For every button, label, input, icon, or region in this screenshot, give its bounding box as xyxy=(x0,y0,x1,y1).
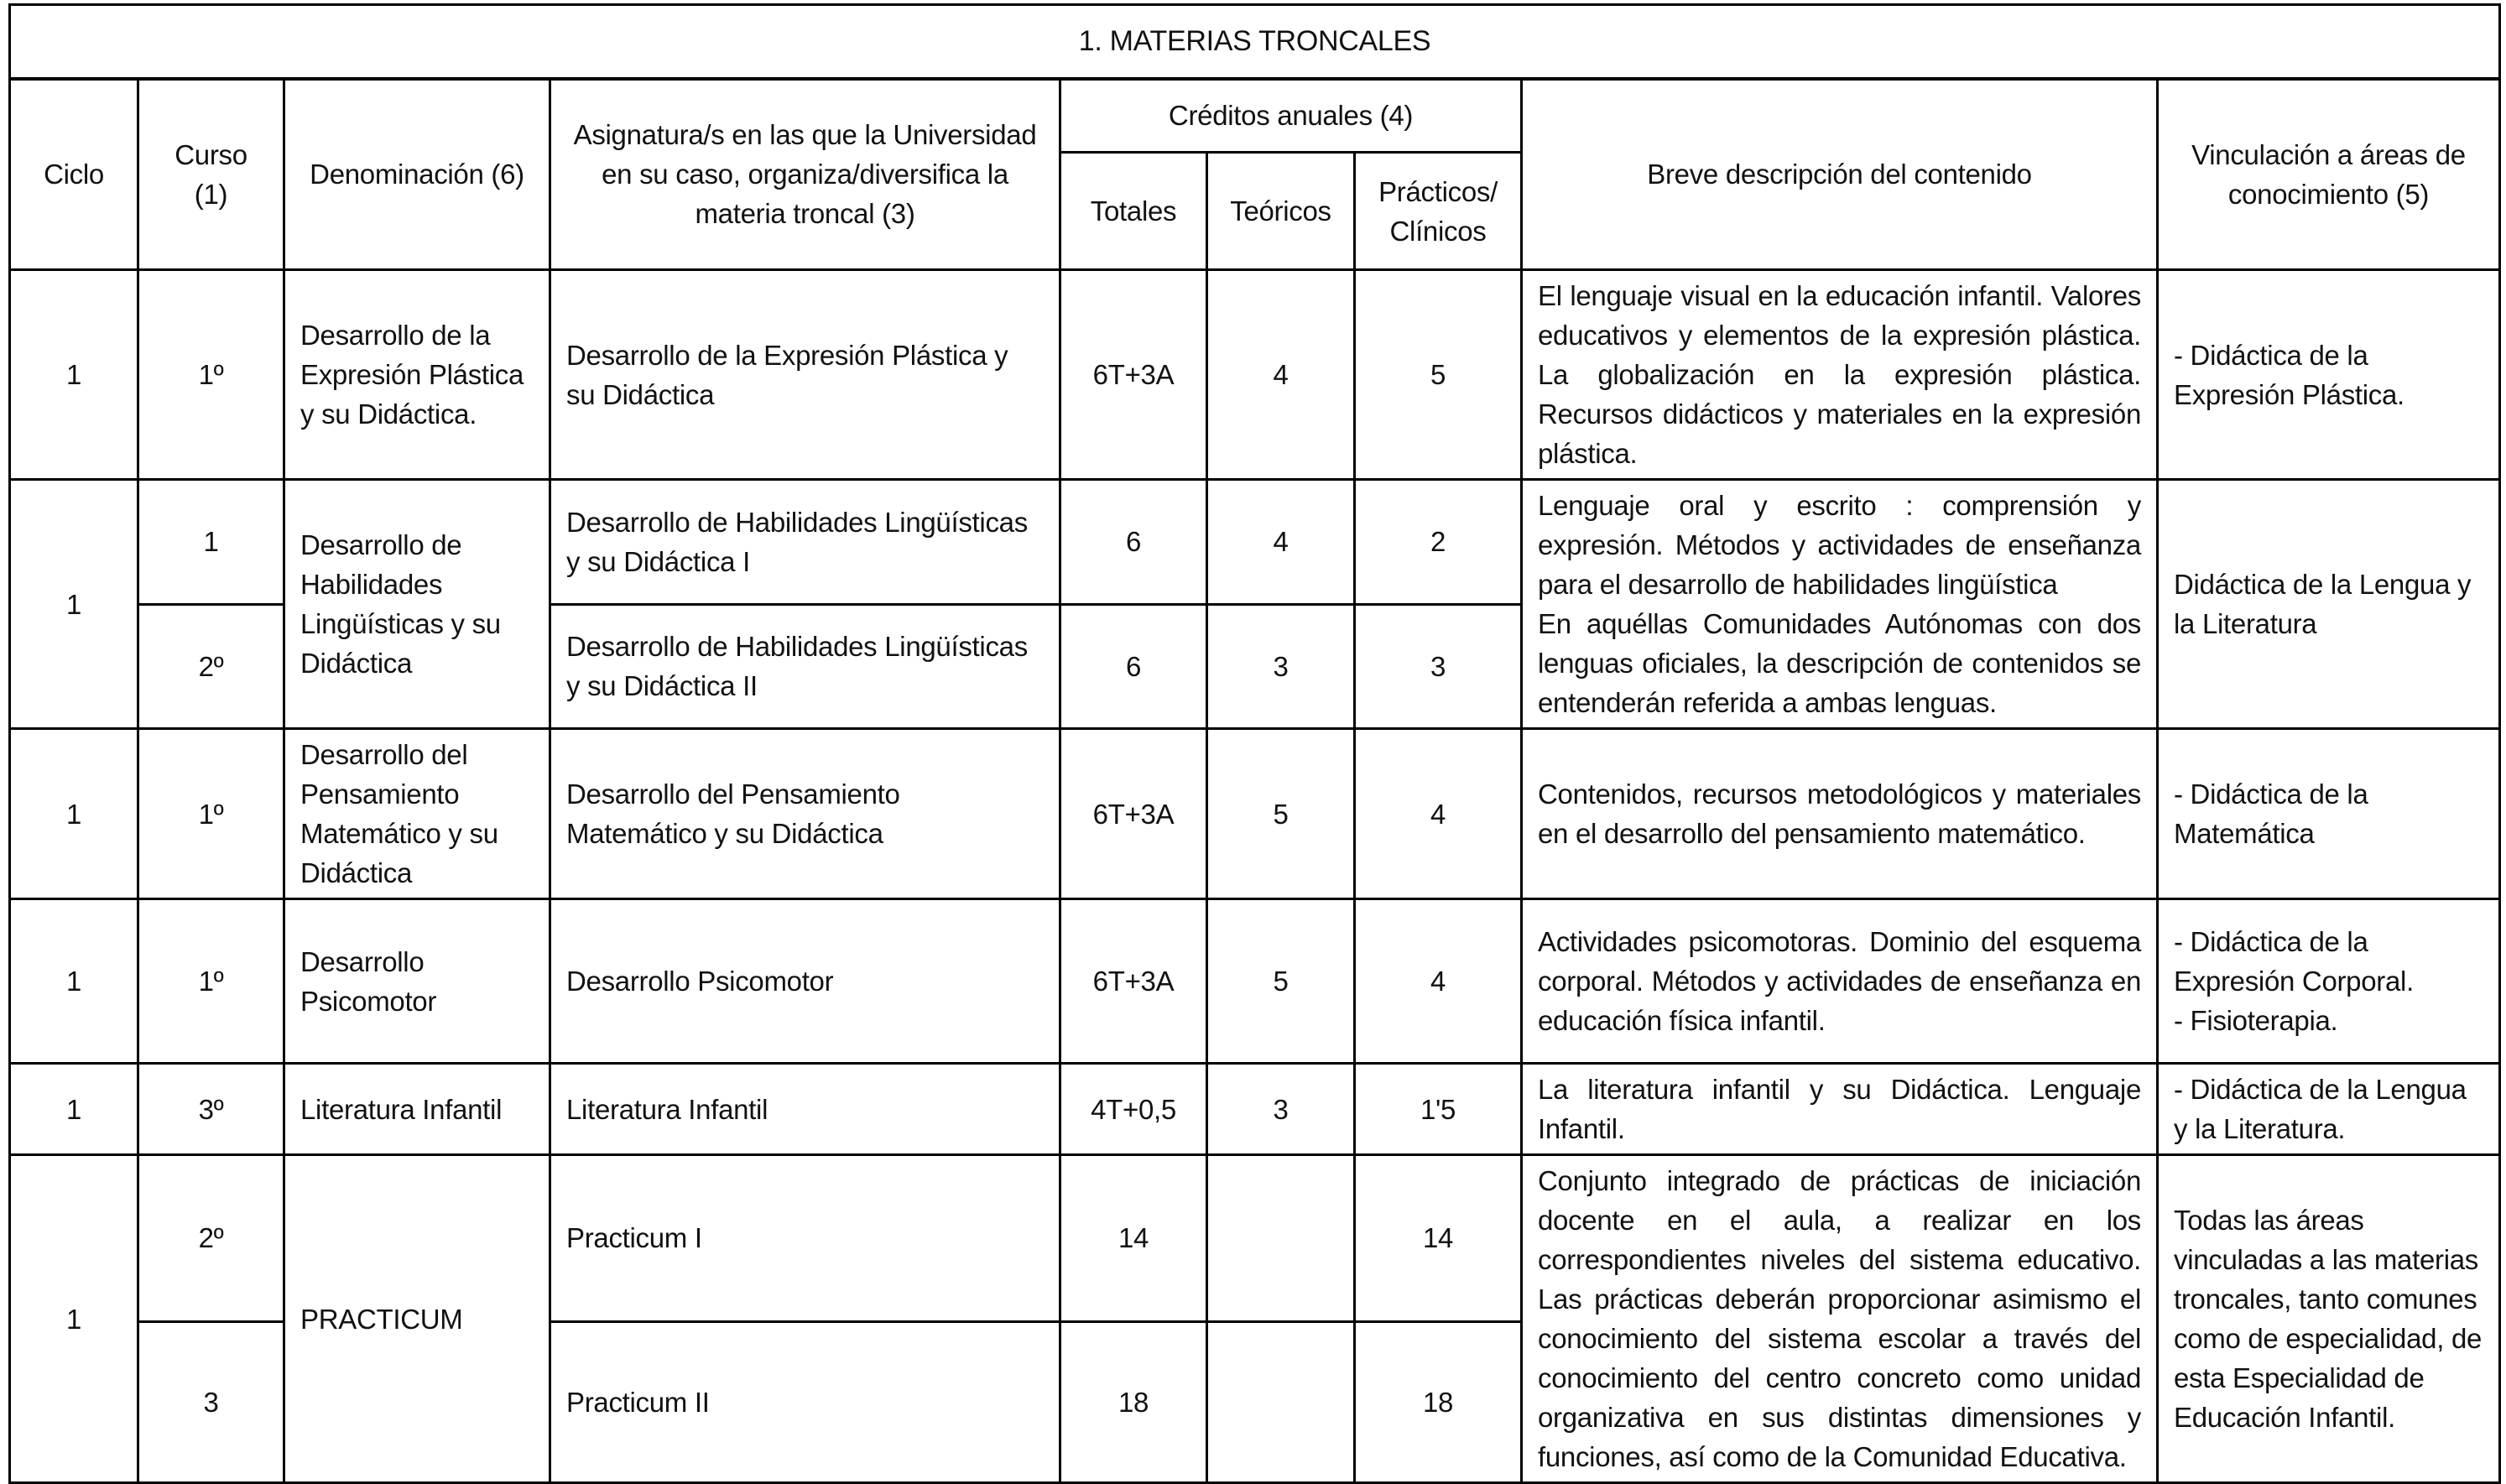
header-denominacion: Denominación (6) xyxy=(284,79,550,270)
curso-cell: 1º xyxy=(138,729,284,899)
totales-cell: 6T+3A xyxy=(1060,729,1207,899)
ciclo-cell: 1 xyxy=(10,899,138,1064)
asignatura-cell: Desarrollo de la Expresión Plástica y su Didáctica xyxy=(550,270,1060,480)
materias-troncales-sheet xyxy=(8,3,2498,1472)
totales-cell: 6 xyxy=(1060,604,1207,729)
materias-troncales-table xyxy=(8,3,2501,1484)
header-creditos-anuales: Créditos anuales (4) xyxy=(1060,79,1522,153)
denominacion-cell: PRACTICUM xyxy=(284,1155,550,1483)
descripcion-cell: El lenguaje visual en la educación infantil. Valores educativos y elementos de la expresión plástica. La globalización en la expresión plástica. Recursos didácticos y materiales en la expresión plástica. xyxy=(1522,270,2158,480)
totales-cell: 6T+3A xyxy=(1060,270,1207,480)
curso-cell: 2º xyxy=(138,604,284,729)
teoricos-cell xyxy=(1207,1321,1355,1482)
teoricos-cell xyxy=(1207,1155,1355,1322)
practicos-cell: 4 xyxy=(1355,899,1522,1064)
table-row xyxy=(10,480,2500,605)
header-totales: Totales xyxy=(1060,153,1207,270)
table-row xyxy=(10,899,2500,1064)
vinculacion-cell: - Didáctica de la Lengua y la Literatura. xyxy=(2158,1064,2500,1155)
header-ciclo: Ciclo xyxy=(10,79,138,270)
ciclo-cell: 1 xyxy=(10,270,138,480)
totales-cell: 14 xyxy=(1060,1155,1207,1322)
teoricos-cell: 4 xyxy=(1207,480,1355,605)
table-row xyxy=(10,270,2500,480)
practicos-cell: 14 xyxy=(1355,1155,1522,1322)
asignatura-cell: Desarrollo de Habilidades Lingüísticas y su Didáctica I xyxy=(550,480,1060,605)
table-title: 1. MATERIAS TRONCALES xyxy=(10,5,2500,79)
totales-cell: 18 xyxy=(1060,1321,1207,1482)
curso-cell: 1 xyxy=(138,480,284,605)
descripcion-cell: Conjunto integrado de prácticas de iniciación docente en el aula, a realizar en los correspondientes niveles del sistema educativo. Las prácticas deberán proporcionar asimismo el conocimiento del sistema escolar a través del conocimiento del centro concreto como unidad organizativa en sus distintas dimensiones y funciones, así como de la Comunidad Educativa. xyxy=(1522,1155,2158,1483)
curso-cell: 3º xyxy=(138,1064,284,1155)
header-descripcion: Breve descripción del contenido xyxy=(1522,79,2158,270)
practicos-cell: 18 xyxy=(1355,1321,1522,1482)
asignatura-cell: Practicum I xyxy=(550,1155,1060,1322)
ciclo-cell: 1 xyxy=(10,729,138,899)
teoricos-cell: 3 xyxy=(1207,1064,1355,1155)
asignatura-cell: Desarrollo Psicomotor xyxy=(550,899,1060,1064)
header-row-1 xyxy=(10,79,2500,153)
header-curso: Curso (1) xyxy=(138,79,284,270)
descripcion-cell: Lenguaje oral y escrito : comprensión y expresión. Métodos y actividades de enseñanza para el desarrollo de habilidades lingüística En aquéllas Comunidades Autónomas con dos lenguas oficiales, la descripción de contenidos se entenderán referida a ambas lenguas. xyxy=(1522,480,2158,729)
denominacion-cell: Desarrollo de Habilidades Lingüísticas y su Didáctica xyxy=(284,480,550,729)
curso-cell: 1º xyxy=(138,899,284,1064)
table-row xyxy=(10,729,2500,899)
asignatura-cell: Literatura Infantil xyxy=(550,1064,1060,1155)
totales-cell: 6T+3A xyxy=(1060,899,1207,1064)
vinculacion-cell: - Didáctica de la Expresión Plástica. xyxy=(2158,270,2500,480)
practicos-cell: 1'5 xyxy=(1355,1064,1522,1155)
vinculacion-cell: - Didáctica de la Matemática xyxy=(2158,729,2500,899)
table-row xyxy=(10,1064,2500,1155)
teoricos-cell: 5 xyxy=(1207,899,1355,1064)
denominacion-cell: Literatura Infantil xyxy=(284,1064,550,1155)
teoricos-cell: 3 xyxy=(1207,604,1355,729)
practicos-cell: 2 xyxy=(1355,480,1522,605)
title-row xyxy=(10,5,2500,79)
descripcion-cell: Actividades psicomotoras. Dominio del esquema corporal. Métodos y actividades de enseñanza en educación física infantil. xyxy=(1522,899,2158,1064)
asignatura-cell: Practicum II xyxy=(550,1321,1060,1482)
curso-cell: 2º xyxy=(138,1155,284,1322)
totales-cell: 6 xyxy=(1060,480,1207,605)
denominacion-cell: Desarrollo de la Expresión Plástica y su Didáctica. xyxy=(284,270,550,480)
vinculacion-cell: Didáctica de la Lengua y la Literatura xyxy=(2158,480,2500,729)
vinculacion-cell: - Didáctica de la Expresión Corporal. - Fisioterapia. xyxy=(2158,899,2500,1064)
ciclo-cell: 1 xyxy=(10,1155,138,1483)
curso-cell: 3 xyxy=(138,1321,284,1482)
header-teoricos: Teóricos xyxy=(1207,153,1355,270)
descripcion-cell: Contenidos, recursos metodológicos y materiales en el desarrollo del pensamiento matemático. xyxy=(1522,729,2158,899)
table-row xyxy=(10,1155,2500,1322)
curso-cell: 1º xyxy=(138,270,284,480)
asignatura-cell: Desarrollo del Pensamiento Matemático y su Didáctica xyxy=(550,729,1060,899)
teoricos-cell: 4 xyxy=(1207,270,1355,480)
practicos-cell: 3 xyxy=(1355,604,1522,729)
denominacion-cell: Desarrollo del Pensamiento Matemático y su Didáctica xyxy=(284,729,550,899)
header-practicos: Prácticos/ Clínicos xyxy=(1355,153,1522,270)
header-vinculacion: Vinculación a áreas de conocimiento (5) xyxy=(2158,79,2500,270)
ciclo-cell: 1 xyxy=(10,480,138,729)
ciclo-cell: 1 xyxy=(10,1064,138,1155)
vinculacion-cell: Todas las áreas vinculadas a las materias troncales, tanto comunes como de especialidad, de esta Especialidad de Educación Infantil. xyxy=(2158,1155,2500,1483)
practicos-cell: 5 xyxy=(1355,270,1522,480)
asignatura-cell: Desarrollo de Habilidades Lingüísticas y su Didáctica II xyxy=(550,604,1060,729)
header-asignatura: Asignatura/s en las que la Universidad en su caso, organiza/diversifica la materia troncal (3) xyxy=(550,79,1060,270)
totales-cell: 4T+0,5 xyxy=(1060,1064,1207,1155)
denominacion-cell: Desarrollo Psicomotor xyxy=(284,899,550,1064)
teoricos-cell: 5 xyxy=(1207,729,1355,899)
practicos-cell: 4 xyxy=(1355,729,1522,899)
descripcion-cell: La literatura infantil y su Didáctica. Lenguaje Infantil. xyxy=(1522,1064,2158,1155)
